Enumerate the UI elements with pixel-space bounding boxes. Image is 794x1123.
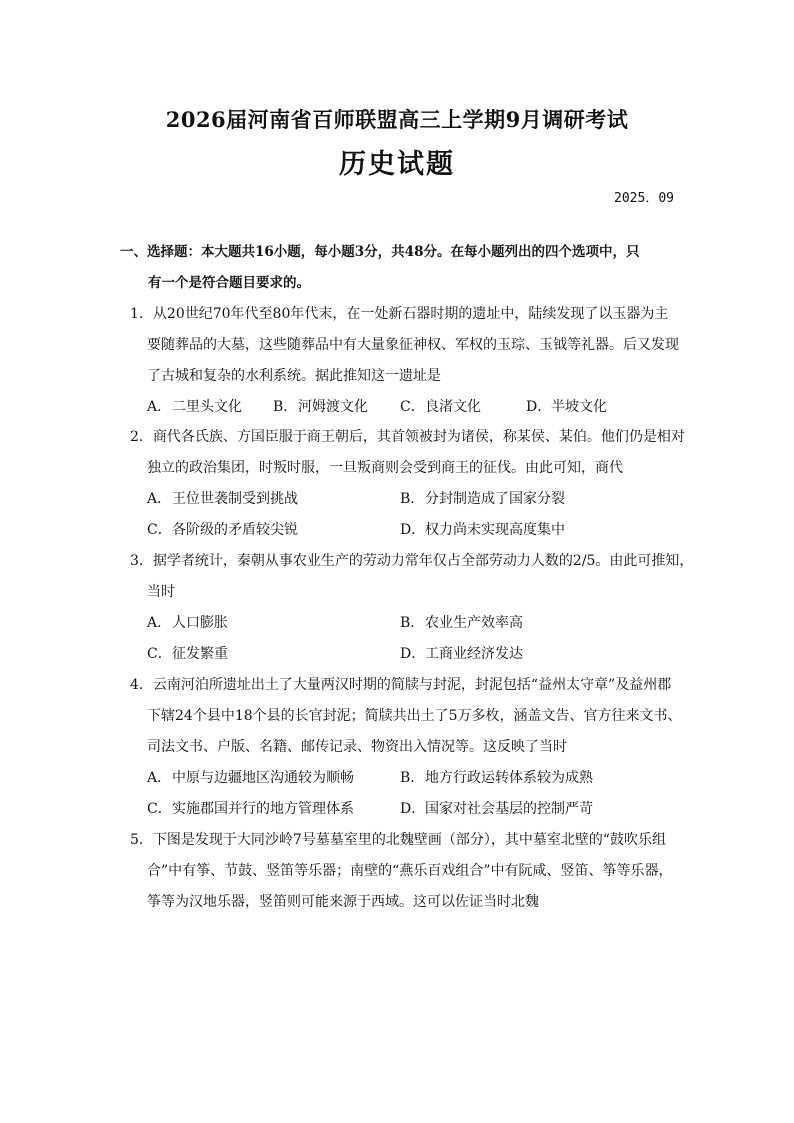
option-c[interactable]: C．实施郡国并行的地方管理体系: [147, 801, 354, 817]
question-4-line-2: 下辖24个县中18个县的长官封泥；简牍共出土了5万多枚，涵盖文告、官方往来文书、: [147, 708, 682, 724]
option-c[interactable]: C．各阶级的矛盾较尖锐: [147, 522, 298, 538]
question-3-line-1: 3．据学者统计，秦朝从事农业生产的劳动力常年仅占全部劳动力人数的2/5。由此可推知，: [130, 553, 694, 569]
exam-title: 2026届河南省百师联盟高三上学期9月调研考试: [165, 107, 629, 132]
subject-title: 历史试题: [339, 149, 455, 180]
question-4: [130, 670, 690, 825]
question-2-line-2: 独立的政治集团，时叛时服，一旦叛商则会受到商王的征伐。由此可知，商代: [147, 460, 623, 476]
question-5: [130, 825, 690, 918]
question-2: [130, 422, 690, 546]
option-b[interactable]: B．河姆渡文化: [273, 399, 368, 415]
question-1-line-3: 了古城和复杂的水利系统。据此推知这一遗址是: [147, 368, 441, 384]
question-1-line-1: 1．从20世纪70年代至80年代末，在一处新石器时期的遗址中，陆续发现了以玉器为主: [130, 306, 669, 322]
option-a[interactable]: A．二里头文化: [147, 399, 242, 415]
option-d[interactable]: D．权力尚未实现高度集中: [400, 522, 565, 538]
question-4-line-1: 4．云南河泊所遗址出土了大量两汉时期的简牍与封泥，封泥包括“益州太守章”及益州郡: [130, 677, 672, 693]
question-5-line-3: 筝等为汉地乐器，竖笛则可能来源于西域。这可以佐证当时北魏: [147, 894, 539, 910]
option-b[interactable]: B．地方行政运转体系较为成熟: [400, 770, 593, 786]
option-d[interactable]: D．国家对社会基层的控制严苛: [400, 801, 593, 817]
question-3-line-2: 当时: [147, 584, 175, 600]
exam-date: 2025．09: [614, 191, 674, 206]
question-3: [130, 546, 694, 670]
question-3-options-row-2: [130, 639, 690, 670]
question-2-line-1: 2．商代各氏族、方国臣服于商王朝后，其首领被封为诸侯，称某侯、某伯。他们仍是相对: [130, 429, 685, 445]
option-d[interactable]: D．半坡文化: [526, 399, 607, 415]
question-4-options-row-2: [130, 794, 690, 825]
option-c[interactable]: C．征发繁重: [147, 646, 228, 662]
question-4-options-row-1: [130, 763, 690, 794]
question-1-options: [130, 392, 690, 423]
question-3-options-row-1: [130, 608, 690, 639]
question-4-line-3: 司法文书、户版、名籍、邮传记录、物资出入情况等。这反映了当时: [147, 739, 567, 755]
option-b[interactable]: B．分封制造成了国家分裂: [400, 491, 565, 507]
section-heading-line-2: 有一个是符合题目要求的。: [148, 275, 310, 291]
option-a[interactable]: A．中原与边疆地区沟通较为顺畅: [147, 770, 354, 786]
question-2-options-row-1: [130, 484, 690, 515]
question-2-options-row-2: [130, 515, 690, 546]
option-c[interactable]: C．良渚文化: [400, 399, 481, 415]
question-1: [130, 299, 690, 423]
question-5-line-1: 5．下图是发现于大同沙岭7号墓墓室里的北魏壁画（部分），其中墓室北壁的“鼓吹乐组: [130, 832, 666, 848]
section-heading: [120, 237, 688, 299]
option-b[interactable]: B．农业生产效率高: [400, 615, 523, 631]
option-d[interactable]: D．工商业经济发达: [400, 646, 523, 662]
option-a[interactable]: A．王位世袭制受到挑战: [147, 491, 298, 507]
section-heading-line-1: 一、选择题：本大题共16小题，每小题3分，共48分。在每小题列出的四个选项中，只: [120, 244, 640, 260]
question-1-line-2: 要随葬品的大墓，这些随葬品中有大量象征神权、军权的玉琮、玉钺等礼器。后又发现: [147, 337, 679, 353]
question-5-line-2: 合”中有筝、节鼓、竖笛等乐器；南壁的“燕乐百戏组合”中有阮咸、竖笛、筝等乐器，: [147, 863, 673, 879]
option-a[interactable]: A．人口膨胀: [147, 615, 228, 631]
